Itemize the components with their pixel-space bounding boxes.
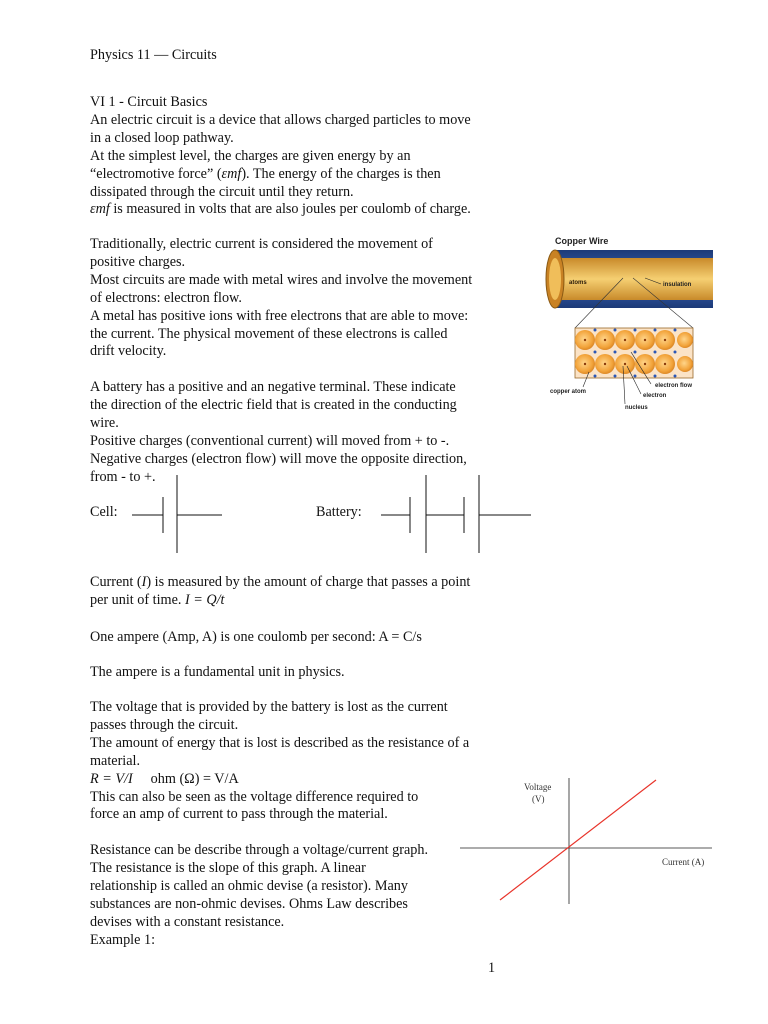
text-line: The voltage that is provided by the battery is lost as the current — [90, 699, 448, 715]
battery-symbol — [375, 472, 535, 556]
section-heading: VI 1 - Circuit Basics — [90, 94, 208, 110]
ohmic-line — [500, 780, 656, 900]
text-line: Positive charges (conventional current) will moved from + to -. — [90, 432, 450, 449]
text-line: positive charges. — [90, 253, 186, 270]
current-symbol: I — [141, 574, 147, 590]
text-line: the current. The physical movement of these electrons is called — [90, 325, 448, 342]
text-line: in a closed loop pathway. — [90, 129, 234, 146]
y-axis-unit: (V) — [532, 794, 545, 804]
label-atoms: atoms — [569, 280, 587, 286]
current-formula: I = Q/t — [184, 591, 225, 608]
voltage-current-graph — [460, 776, 720, 906]
paragraph-battery-terminals — [90, 379, 510, 486]
ohm-unit: ohm (Ω) = V/A — [150, 770, 239, 787]
label-electron: electron — [643, 393, 667, 399]
text-line: An electric circuit is a device that allows charged particles to move — [90, 111, 471, 128]
text-line: A metal has positive ions with free electrons that are able to move: — [90, 307, 469, 324]
text-line: “electromotive force” (εmf). The energy of the charges is then — [90, 165, 441, 182]
paragraph-current-definition — [90, 574, 510, 610]
cell-label: Cell: — [90, 504, 118, 520]
copper-wire-diagram — [545, 232, 715, 414]
text-line: Example 1: — [90, 931, 156, 948]
label-electron-flow: electron flow — [655, 383, 693, 389]
x-axis-label: Current (A) — [662, 857, 705, 867]
y-axis-label: Voltage — [524, 782, 552, 792]
diagram-title: Copper Wire — [555, 236, 609, 246]
text-line: Traditionally, electric current is considered the movement of — [90, 236, 433, 252]
battery-label: Battery: — [316, 504, 362, 520]
text-line: wire. — [90, 414, 119, 431]
text-line: dissipated through the circuit until they return. — [90, 183, 354, 200]
label-insulation: insulation — [663, 282, 692, 288]
text-line: drift velocity. — [90, 343, 167, 360]
cell-symbol — [125, 472, 225, 556]
text-line: the direction of the electric field that is created in the conducting — [90, 396, 457, 413]
text-line: A battery has a positive and an negative terminal. These indicate — [90, 379, 456, 395]
text-line: Most circuits are made with metal wires and involve the movement — [90, 271, 473, 288]
page-number: 1 — [488, 960, 496, 976]
text-line: Current (I) is measured by the amount of charge that passes a point — [90, 574, 471, 590]
emf-symbol: εmf — [90, 201, 110, 218]
text-line: This can also be seen as the voltage difference required to — [90, 788, 419, 805]
emf-symbol: εmf — [221, 165, 242, 182]
text-line: relationship is called an ohmic devise (a resistor). Many — [90, 877, 408, 894]
text-line: The resistance is the slope of this graph. A linear — [90, 859, 366, 876]
paragraph-resistance — [90, 699, 510, 824]
ampere-fundamental: The ampere is a fundamental unit in physics. — [90, 664, 345, 680]
text-line: Negative charges (electron flow) will move the opposite direction, — [90, 450, 467, 467]
section-intro — [90, 94, 510, 219]
wire-core — [553, 258, 713, 300]
text-line: force an amp of current to pass through the material. — [90, 806, 388, 823]
ampere-definition: One ampere (Amp, A) is one coulomb per second: A = C/s — [90, 629, 422, 645]
text-line: εmf is measured in volts that are also joules per coulomb of charge. — [90, 201, 471, 218]
text-line: devises with a constant resistance. — [90, 913, 285, 930]
text-line: of electrons: electron flow. — [90, 289, 242, 306]
resistance-formula: R = V/I — [90, 770, 133, 787]
text-line: The amount of energy that is lost is described as the resistance of a — [90, 734, 470, 751]
text-line: per unit of time. I = Q/t — [90, 591, 225, 608]
text-line: from - to +. — [90, 468, 156, 485]
label-copper-atom: copper atom — [550, 389, 587, 395]
paragraph-graph — [90, 842, 510, 949]
label-nucleus: nucleus — [625, 405, 648, 411]
text-line: passes through the circuit. — [90, 716, 239, 733]
text-line: substances are non-ohmic devises. Ohms Law describes — [90, 895, 408, 912]
text-line: Resistance can be describe through a voltage/current graph. — [90, 842, 428, 858]
text-line: At the simplest level, the charges are given energy by an — [90, 147, 411, 164]
text-line — [90, 771, 510, 789]
paragraph-current-electrons — [90, 236, 510, 361]
text-line: material. — [90, 752, 141, 769]
page-header: Physics 11 — Circuits — [90, 47, 217, 63]
